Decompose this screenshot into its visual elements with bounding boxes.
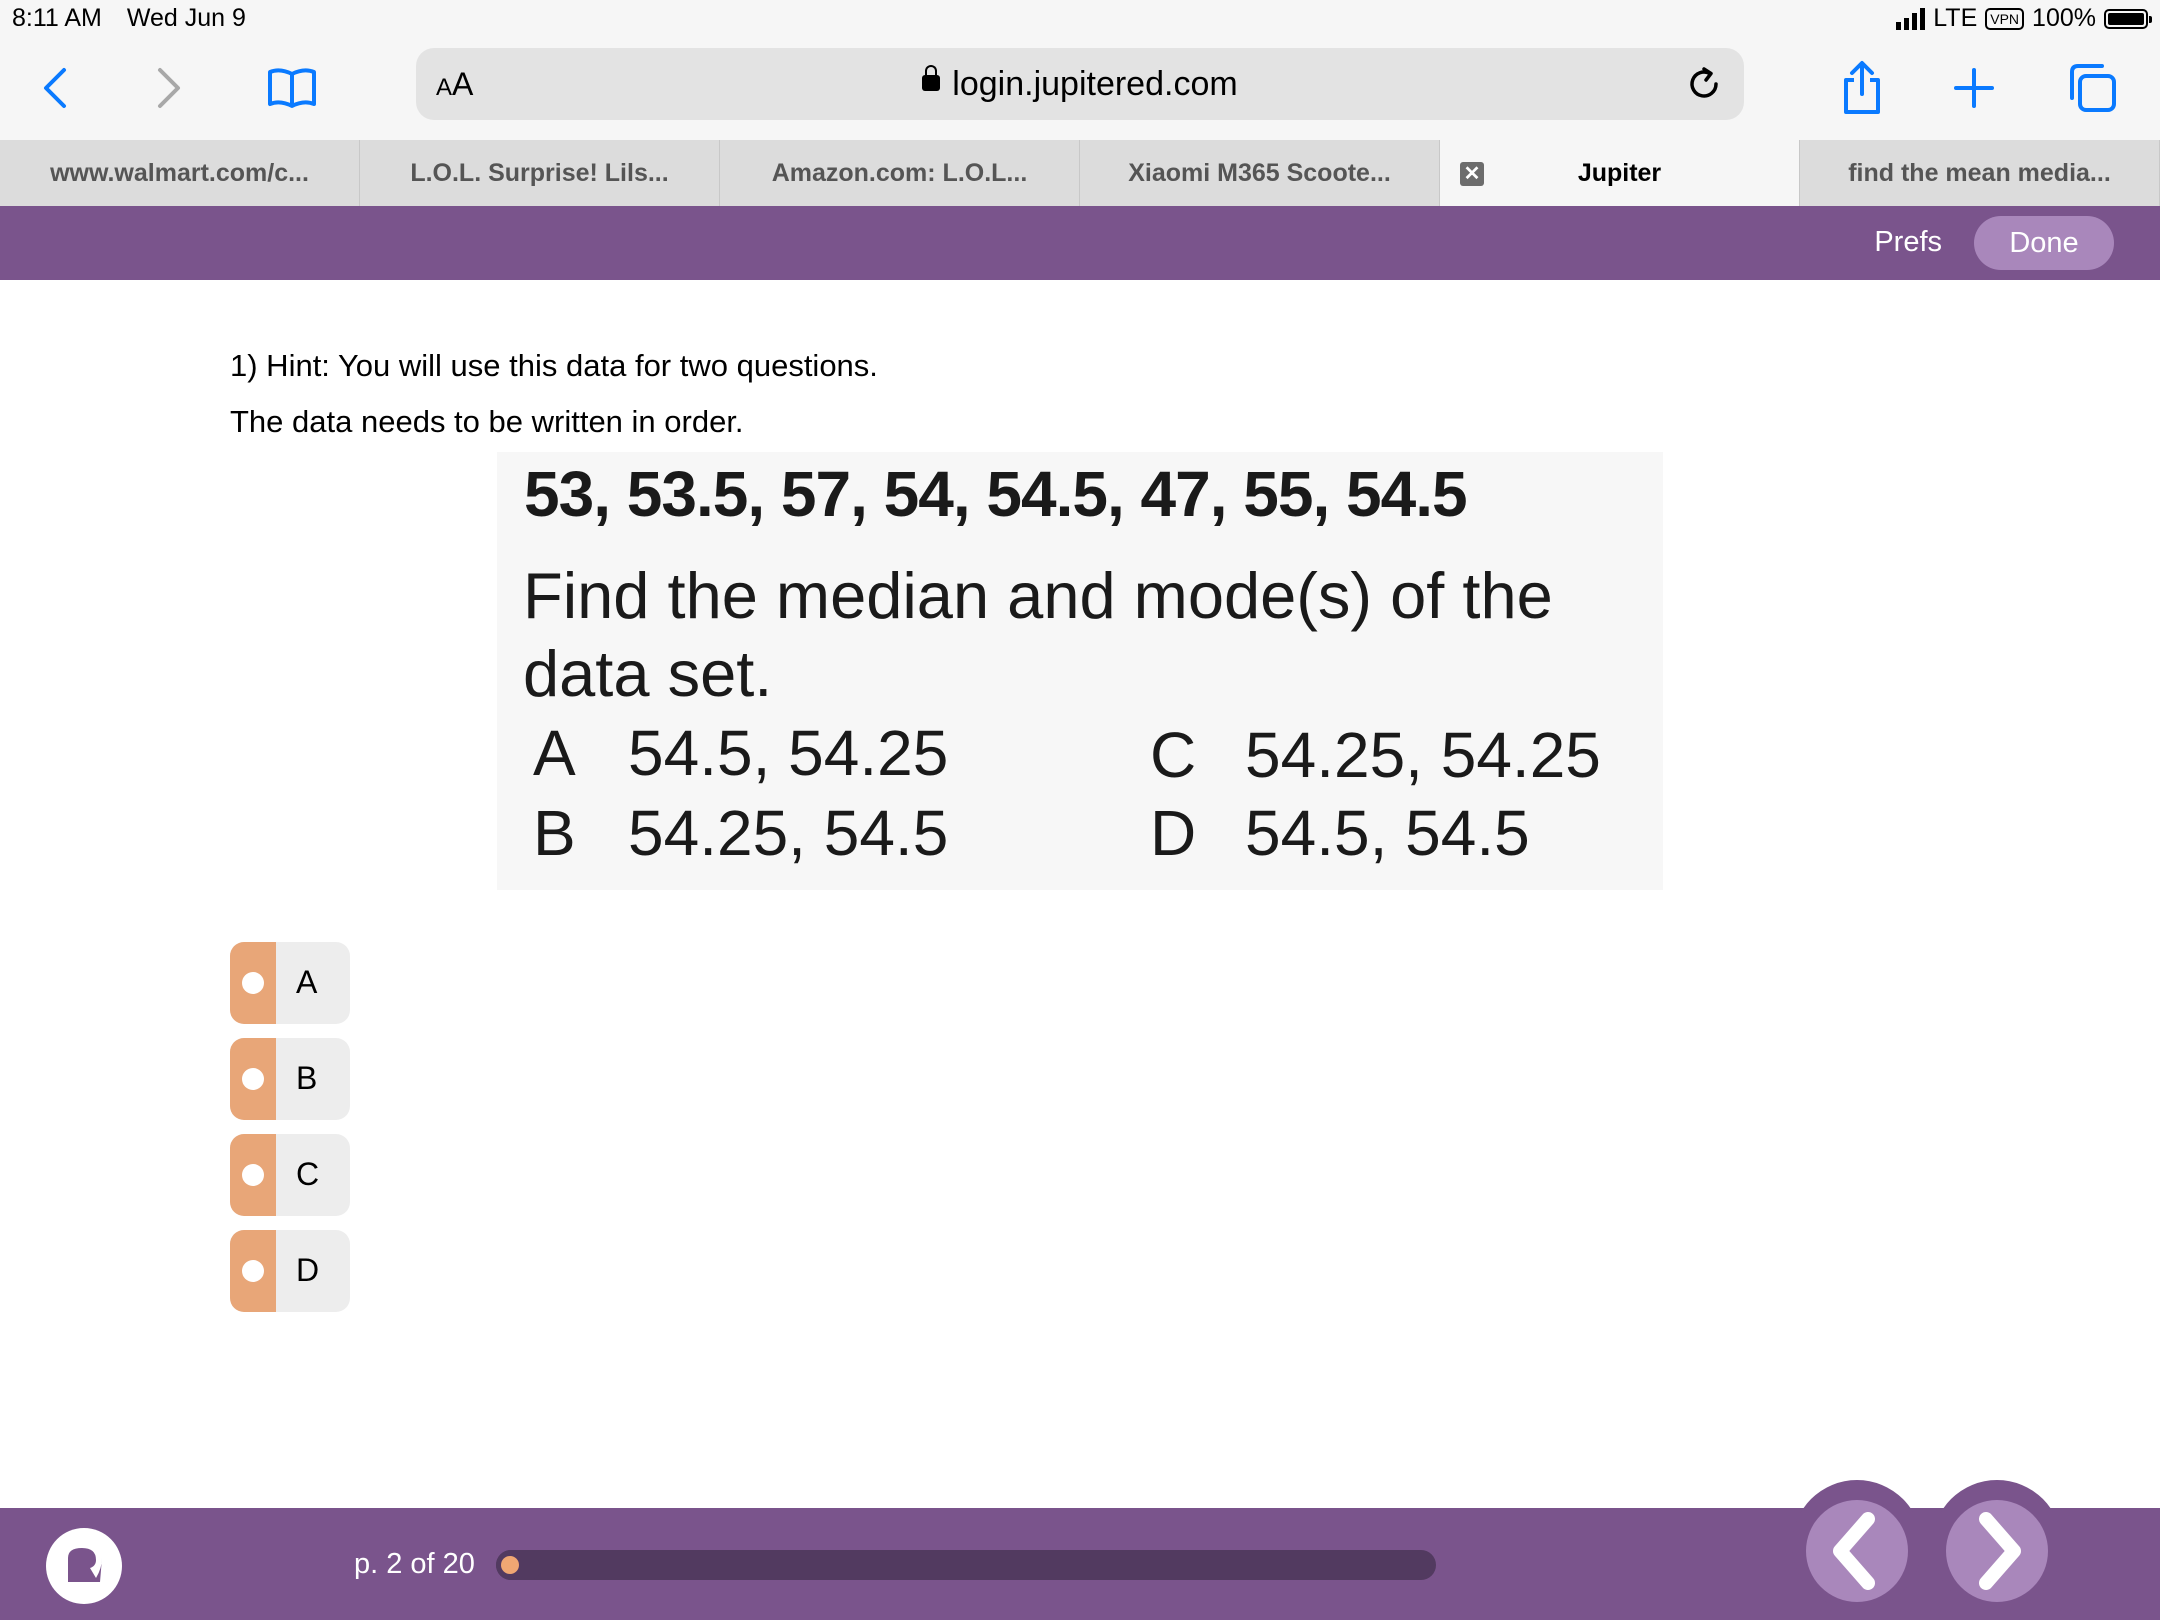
page-indicator: p. 2 of 20 xyxy=(354,1548,475,1580)
tab-amazon[interactable]: Amazon.com: L.O.L... xyxy=(720,140,1080,206)
vpn-badge: VPN xyxy=(1985,8,2024,30)
address-bar[interactable] xyxy=(416,48,1744,120)
signal-icon xyxy=(1896,8,1925,30)
close-tab-icon[interactable]: ✕ xyxy=(1460,162,1484,186)
question-image xyxy=(497,452,1663,890)
new-tab-icon[interactable] xyxy=(1944,58,2004,118)
radio-icon xyxy=(242,1164,264,1186)
radio-icon xyxy=(242,1260,264,1282)
chevron-right-icon xyxy=(1946,1500,2048,1602)
jupiter-logo-icon[interactable] xyxy=(46,1528,122,1604)
status-date: Wed Jun 9 xyxy=(126,4,246,32)
share-icon[interactable] xyxy=(1832,58,1892,118)
browser-toolbar xyxy=(0,40,2160,140)
choice-a[interactable] xyxy=(230,942,350,1024)
network-label: LTE xyxy=(1933,4,1978,32)
progress-handle[interactable] xyxy=(501,1556,519,1574)
app-header xyxy=(0,206,2160,280)
tab-lol-surprise[interactable]: L.O.L. Surprise! Lils... xyxy=(360,140,720,206)
next-page-button[interactable] xyxy=(1932,1480,2062,1610)
tab-find-mean[interactable]: find the mean media... xyxy=(1800,140,2160,206)
reload-icon[interactable] xyxy=(1684,64,1724,109)
choice-d[interactable] xyxy=(230,1230,350,1312)
tab-walmart[interactable]: www.walmart.com/c... xyxy=(0,140,360,206)
tab-xiaomi[interactable]: Xiaomi M365 Scoote... xyxy=(1080,140,1440,206)
reader-options-button[interactable]: AA xyxy=(436,66,474,102)
chevron-left-icon xyxy=(1806,1500,1908,1602)
forward-icon[interactable] xyxy=(138,58,198,118)
battery-percent: 100% xyxy=(2032,4,2096,32)
option-a-text: A 54.5, 54.25 xyxy=(533,717,949,789)
choice-label: A xyxy=(296,964,318,1000)
question-hint: 1) Hint: You will use this data for two questions. xyxy=(230,348,878,383)
choice-label: D xyxy=(296,1252,320,1288)
option-c-text: C 54.25, 54.25 xyxy=(1150,719,1601,791)
url-text: login.jupitered.com xyxy=(952,65,1238,103)
tabs-overview-icon[interactable] xyxy=(2062,58,2122,118)
tab-jupiter[interactable]: ✕ Jupiter xyxy=(1440,140,1800,206)
prefs-button[interactable]: Prefs xyxy=(1874,226,1942,258)
radio-icon xyxy=(242,972,264,994)
question-prompt: Find the median and mode(s) of the data set. xyxy=(523,559,1553,710)
battery-icon xyxy=(2104,9,2148,29)
question-instruction: The data needs to be written in order. xyxy=(230,404,744,439)
progress-bar[interactable] xyxy=(496,1550,1436,1580)
previous-page-button[interactable] xyxy=(1792,1480,1922,1610)
back-icon[interactable] xyxy=(26,58,86,118)
choice-c[interactable] xyxy=(230,1134,350,1216)
option-d-text: D 54.5, 54.5 xyxy=(1150,797,1530,869)
status-bar xyxy=(0,0,2160,40)
choice-label: C xyxy=(296,1156,320,1192)
data-set-text: 53, 53.5, 57, 54, 54.5, 47, 55, 54.5 xyxy=(524,458,1467,530)
choice-b[interactable] xyxy=(230,1038,350,1120)
done-button[interactable]: Done xyxy=(1974,216,2114,270)
lock-icon xyxy=(922,75,940,91)
option-b-text: B 54.25, 54.5 xyxy=(533,797,949,869)
status-time: 8:11 AM xyxy=(12,4,102,32)
tab-bar xyxy=(0,140,2160,206)
bookmarks-icon[interactable] xyxy=(262,58,322,118)
radio-icon xyxy=(242,1068,264,1090)
choice-label: B xyxy=(296,1060,318,1096)
